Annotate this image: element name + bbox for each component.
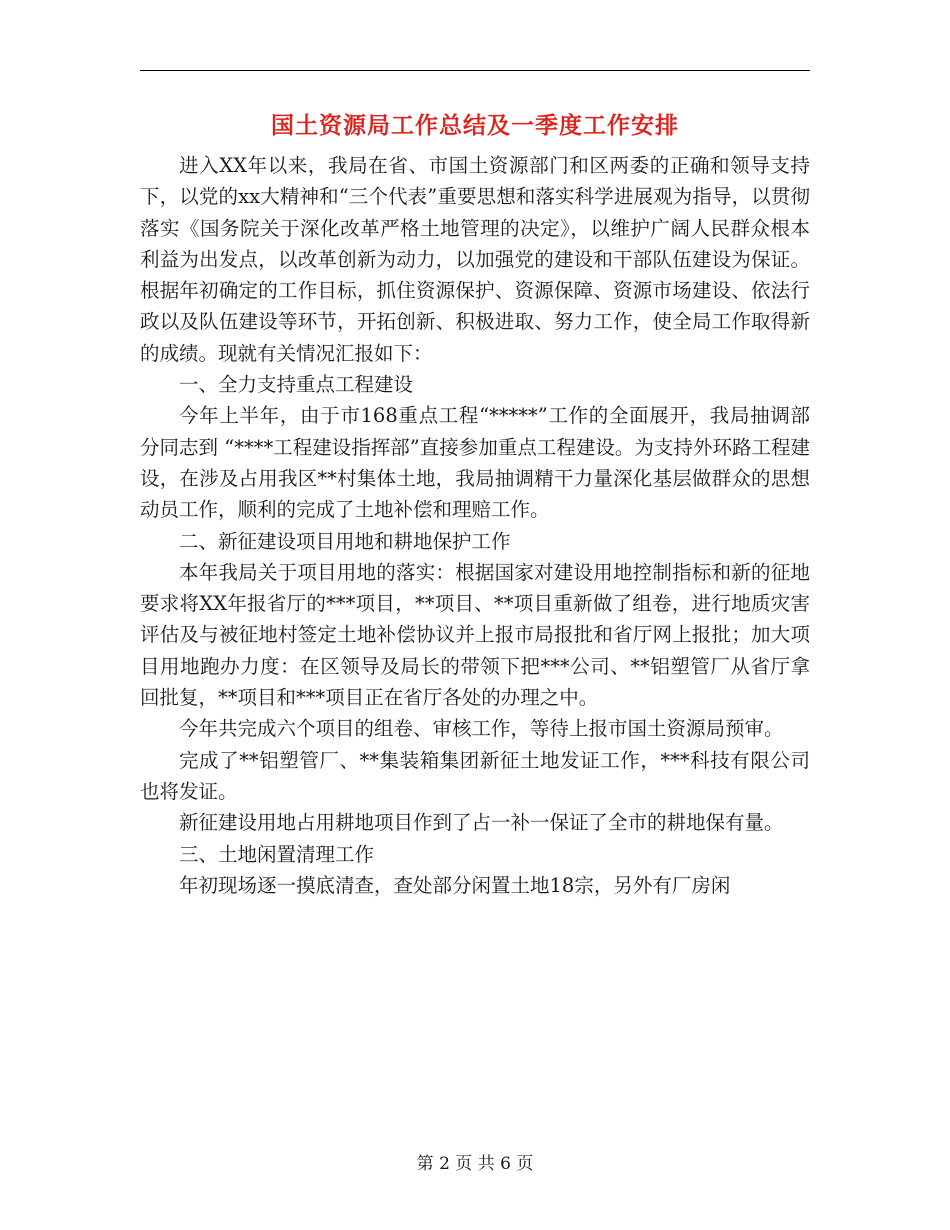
paragraph-section-2-c: 完成了**铝塑管厂、**集装箱集团新征土地发证工作，***科技有限公司也将发证。 bbox=[140, 748, 810, 803]
paragraph-section-2-a: 本年我局关于项目用地的落实：根据国家对建设用地控制指标和新的征地要求将XX年报省厅的***项目，**项目、**项目重新做了组卷，进行地质灾害评估及与被征地村签定土地补偿协议并上报市局报批和省厅网上报批；加大项目用地跑办力度：在区领导及局长的带领下把***公司、**铝塑管厂从省厅拿回批复，**项目和***项目正在省厅各处的办理之中。 bbox=[140, 560, 810, 710]
paragraph-section-2-b: 今年共完成六个项目的组卷、审核工作，等待上报市国土资源局预审。 bbox=[179, 717, 784, 741]
section-heading-1: 一、全力支持重点工程建设 bbox=[179, 373, 414, 397]
page-number: 第 2 页 共 6 页 bbox=[416, 1154, 534, 1174]
paragraph-intro: 进入XX年以来，我局在省、市国土资源部门和区两委的正确和领导支持下，以党的xx大精神和“三个代表”重要思想和落实科学进展观为指导，以贯彻落实《国务院关于深化改革严格土地管理的决定》，以维护广阔人民群众根本利益为出发点，以改革创新为动力，以加强党的建设和干部队伍建设为保证。根据年初确定的工作目标，抓住资源保护、资源保障、资源市场建设、依法行政以及队伍建设等环节，开拓创新、积极进取、努力工作，使全局工作取得新的成绩。现就有关情况汇报如下： bbox=[140, 154, 810, 365]
document-title: 国土资源局工作总结及一季度工作安排 bbox=[271, 112, 679, 139]
paragraph-section-2-d: 新征建设用地占用耕地项目作到了占一补一保证了全市的耕地保有量。 bbox=[179, 811, 784, 835]
section-heading-3: 三、土地闲置清理工作 bbox=[179, 842, 375, 866]
paragraph-section-1: 今年上半年，由于市168重点工程“*****”工作的全面展开，我局抽调部分同志到 “****工程建设指挥部”直接参加重点工程建设。为支持外环路工程建设，在涉及占用我区**村集体土地，我局抽调精干力量深化基层做群众的思想动员工作，顺利的完成了土地补偿和理赔工作。 bbox=[140, 404, 810, 522]
paragraph-section-3: 年初现场逐一摸底清查，查处部分闲置土地18宗，另外有厂房闲 bbox=[179, 873, 731, 897]
section-heading-2: 二、新征建设项目用地和耕地保护工作 bbox=[179, 529, 511, 553]
header-rule bbox=[140, 70, 810, 71]
document-body bbox=[140, 150, 810, 901]
